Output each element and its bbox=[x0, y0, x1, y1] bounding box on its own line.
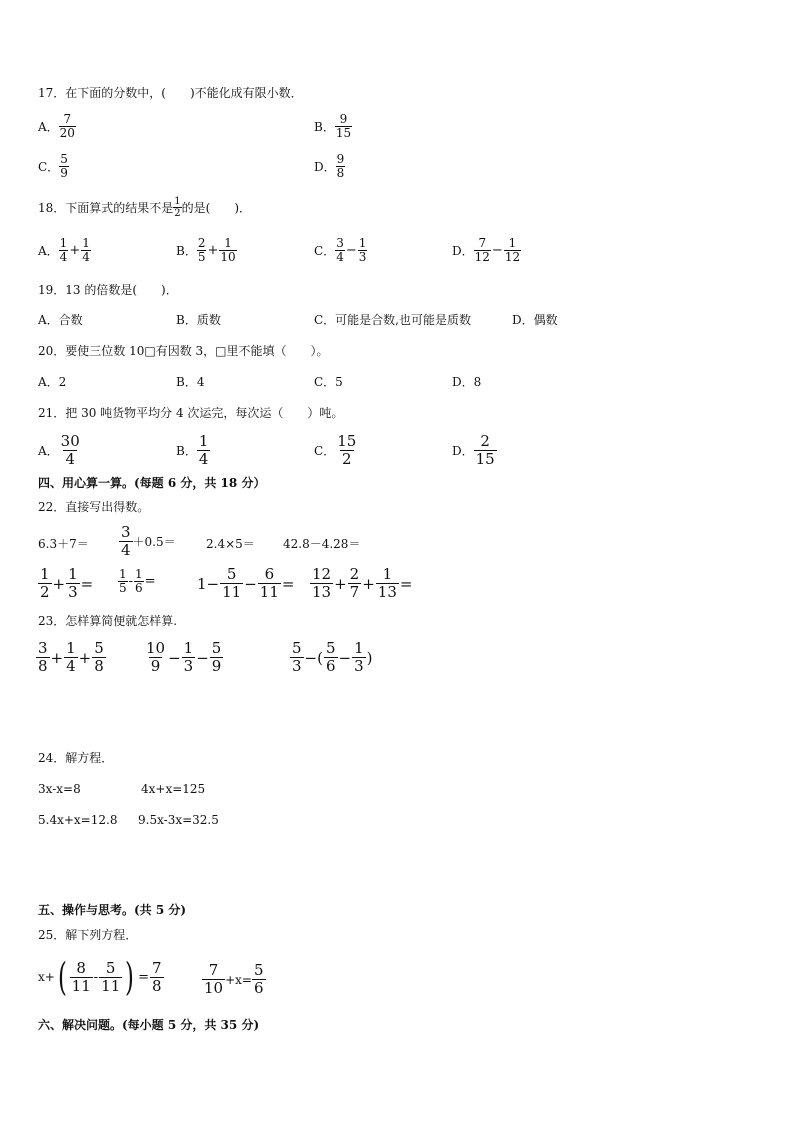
fraction: 30 4 bbox=[60, 432, 80, 468]
q24-equation-3: 5.4x+x=12.8 bbox=[38, 813, 118, 827]
q21-stem: 21．把 30 吨货物平均分 4 次运完，每次运（ ）吨。 bbox=[38, 406, 344, 420]
q20-option-d[interactable]: D．8 bbox=[452, 375, 482, 389]
section-4-heading: 四、用心算一算。(每题 6 分，共 18 分） bbox=[38, 476, 266, 490]
q19-option-b[interactable]: B．质数 bbox=[176, 313, 221, 327]
fraction: 9 15 bbox=[335, 112, 352, 140]
q21-option-d[interactable]: D． 2 15 bbox=[452, 432, 495, 468]
q24-stem: 24．解方程． bbox=[38, 751, 114, 765]
q18-option-b[interactable]: B． 2 5 + $\frac{1}{10}$ bbox=[176, 236, 236, 264]
q24-equation-4: 9.5x-3x=32.5 bbox=[138, 813, 219, 827]
fraction: 2 15 bbox=[475, 432, 495, 468]
q22-item-1: 6.3＋7＝ bbox=[38, 537, 89, 551]
q22-stem: 22．直接写出得数。 bbox=[38, 500, 150, 514]
q22-item-8: 12 13 + $\frac{2}{7}$ + $\frac{1}{13}$ = bbox=[312, 565, 413, 601]
q21-option-c[interactable]: C． 15 2 bbox=[314, 432, 357, 468]
q24-equation-2: 4x+x=125 bbox=[141, 782, 206, 796]
q23-expr-3: 5 3 −( 5 6 − $\frac{1}{3}$ ) bbox=[292, 639, 373, 675]
fraction: 1 4 bbox=[198, 432, 209, 468]
q22-item-5: 1 2 + $\frac{1}{3}$ = bbox=[40, 565, 94, 601]
q22-item-4: 42.8－4.28＝ bbox=[283, 537, 361, 551]
q23-stem: 23．怎样算简便就怎样算. bbox=[38, 614, 178, 628]
q24-equation-1: 3x-x=8 bbox=[38, 782, 81, 796]
q17-stem: 17．在下面的分数中，( )不能化成有限小数． bbox=[38, 86, 303, 100]
fraction: 15 2 bbox=[337, 432, 357, 468]
q22-item-3: 2.4×5＝ bbox=[206, 537, 255, 551]
q20-option-b[interactable]: B．4 bbox=[176, 375, 205, 389]
q19-option-c[interactable]: C．可能是合数,也可能是质数 bbox=[314, 313, 471, 327]
q18-option-a[interactable]: A． 1 4 + $\frac{1}{4}$ bbox=[38, 236, 90, 264]
q17-option-a[interactable] bbox=[38, 113, 76, 140]
section-5-heading: 五、操作与思考。(共 5 分) bbox=[38, 903, 187, 917]
option-label: A． bbox=[38, 119, 59, 134]
q17-option-c[interactable] bbox=[38, 153, 69, 180]
fraction: 5 9 bbox=[60, 152, 68, 180]
q18-option-c[interactable]: C． 3 4 − $\frac{1}{3}$ bbox=[314, 236, 367, 264]
q20-stem: 20．要使三位数 10□有因数 3，□里不能填（ ）。 bbox=[38, 344, 329, 358]
option-label: D． bbox=[314, 159, 336, 174]
fraction: 9 8 bbox=[336, 152, 345, 180]
q19-option-d[interactable]: D．偶数 bbox=[512, 313, 558, 327]
section-6-heading: 六、解决问题。(每小题 5 分，共 35 分) bbox=[38, 1018, 260, 1032]
q23-expr-1: 3 8 + $\frac{1}{4}$ + $\frac{5}{8}$ bbox=[38, 639, 104, 675]
q20-option-a[interactable]: A．2 bbox=[38, 375, 67, 389]
q22-item-6: 1 5 - $\frac{1}{6}$ = bbox=[119, 567, 156, 595]
q18-option-d[interactable]: D． 7 12 − $\frac{1}{12}$ bbox=[452, 236, 521, 264]
option-label: C． bbox=[38, 159, 60, 174]
q25-stem: 25．解下列方程． bbox=[38, 928, 138, 942]
q21-option-a[interactable]: A． 30 4 bbox=[38, 432, 80, 468]
q23-expr-2: 10 9 − $\frac{1}{3}$ − $\frac{5}{9}$ bbox=[146, 639, 222, 675]
q25-equation-1: x+ ( 8 11 - 5 11 ) = $\frac{7}{8}$ bbox=[38, 955, 162, 999]
q25-equation-2: 7 10 +x= $\frac{5}{6}$ bbox=[204, 961, 264, 997]
q22-item-7: 1− $\frac{5}{11}$ − $\frac{6}{11}$ = bbox=[197, 565, 295, 601]
q17-option-d[interactable] bbox=[314, 153, 345, 180]
q19-option-a[interactable]: A．合数 bbox=[38, 313, 83, 327]
q21-option-b[interactable]: B． 1 4 bbox=[176, 432, 209, 468]
q17-option-b[interactable] bbox=[314, 113, 352, 140]
option-label: B． bbox=[314, 119, 335, 134]
q19-stem: 19．13 的倍数是( )． bbox=[38, 283, 178, 297]
fraction: 1 2 bbox=[174, 196, 181, 219]
q22-item-2: 3 4 ＋0.5＝ bbox=[121, 523, 176, 559]
q20-option-c[interactable]: C．5 bbox=[314, 375, 343, 389]
q18-stem: 18．下面算式的结果不是 1 2 的是( )． bbox=[38, 196, 252, 219]
fraction: 7 20 bbox=[59, 112, 75, 140]
